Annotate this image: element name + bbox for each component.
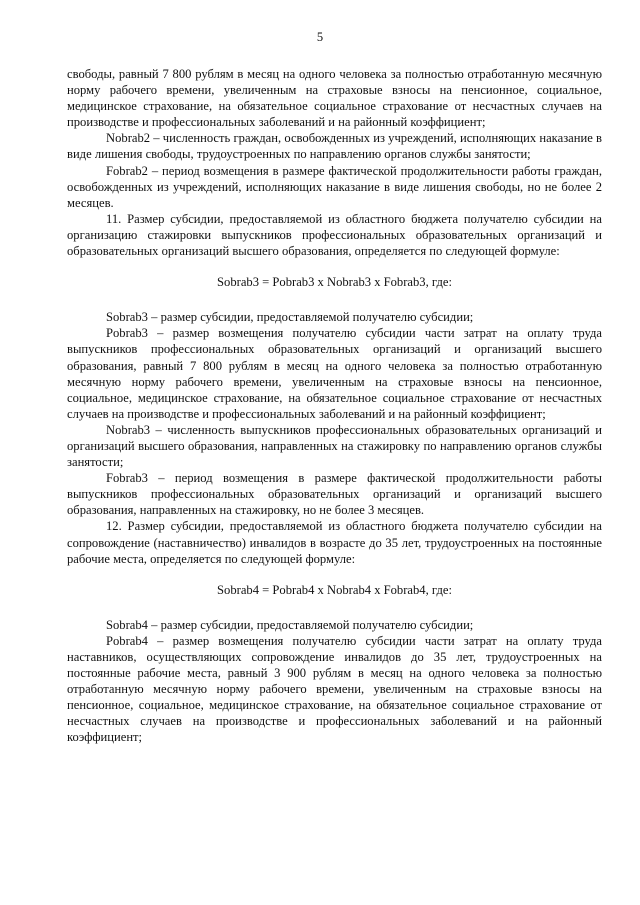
paragraph-sobrab4: Sobrab4 – размер субсидии, предоставляемой получателю субсидии; [106,617,474,632]
paragraph-fobrab2: Fobrab2 – период возмещения в размере фактической продолжительности работы граждан, освобожденных из учреждений, исполняющих наказание в виде лишения свободы, но не более 2 месяцев. [67,163,602,210]
paragraph-nobrab3: Nobrab3 – численность выпускников профессиональных образовательных организаций и организаций высшего образования, направленных на стажировку по направлению органов службы занятости; [67,422,602,470]
paragraph-pobrab3: Pobrab3 – размер возмещения получателю субсидии части затрат на оплату труда выпускников профессиональных образовательных организаций и организаций высшего образования, равный 7 800 рублям в месяц на одного человека за полностью отработанную месячную норму рабочего времени, увеличенным на страховые взносы на пенсионное, социальное, медицинское страхование, на обязательное социальное страхование от несчастных случаев на производстве и профессиональных заболеваний и на районный коэффициент; [67,326,602,421]
document-body [67,66,602,746]
paragraph-item-12: 12. Размер субсидии, предоставляемой из областного бюджета получателю субсидии на сопровождение (наставничество) инвалидов в возрасте до 35 лет, трудоустроенных на постоянные рабочие места, определяется по следующей формуле: [67,519,602,566]
paragraph-sobrab3: Sobrab3 – размер субсидии, предоставляемой получателю субсидии; [106,310,474,325]
page-number: 5 [316,30,324,44]
formula-sobrab4: Sobrab4 = Pobrab4 x Nobrab4 x Fobrab4, где: [217,582,452,597]
formula-sobrab3: Sobrab3 = Pobrab3 x Nobrab3 x Fobrab3, где: [217,275,452,290]
paragraph-nobrab2: Nobrab2 – численность граждан, освобожденных из учреждений, исполняющих наказание в виде лишения свободы, трудоустроенных по направлению органов службы занятости; [67,131,602,162]
paragraph-item-11: 11. Размер субсидии, предоставляемой из областного бюджета получателю субсидии на организацию стажировки выпускников профессиональных образовательных организаций и образовательных организаций высшего образования, определяется по следующей формуле: [67,211,602,259]
paragraph-continuation: свободы, равный 7 800 рублям в месяц на одного человека за полностью отработанную месячную норму рабочего времени, увеличенным на страховые взносы на пенсионное, социальное, медицинское страхование, на обязательное социальное страхование от несчастных случаев на производстве и профессиональных заболеваний и на районный коэффициент; [67,67,602,130]
paragraph-pobrab4: Pobrab4 – размер возмещения получателю субсидии части затрат на оплату труда наставников, осуществляющих сопровождение инвалидов до 35 лет, трудоустроенных на постоянные рабочие места, равный 3 900 рублям в месяц на одного человека за полностью отработанную месячную норму рабочего времени, увеличенным на страховые взносы на пенсионное, социальное, медицинское страхование, на обязательное социальное страхование от несчастных случаев на производстве и профессиональных заболеваний и на районный коэффициент; [67,633,602,745]
paragraph-fobrab3: Fobrab3 – период возмещения в размере фактической продолжительности работы выпускников профессиональных образовательных организаций и организаций высшего образования, направленных на стажировку, но не более 3 месяцев. [67,471,602,518]
